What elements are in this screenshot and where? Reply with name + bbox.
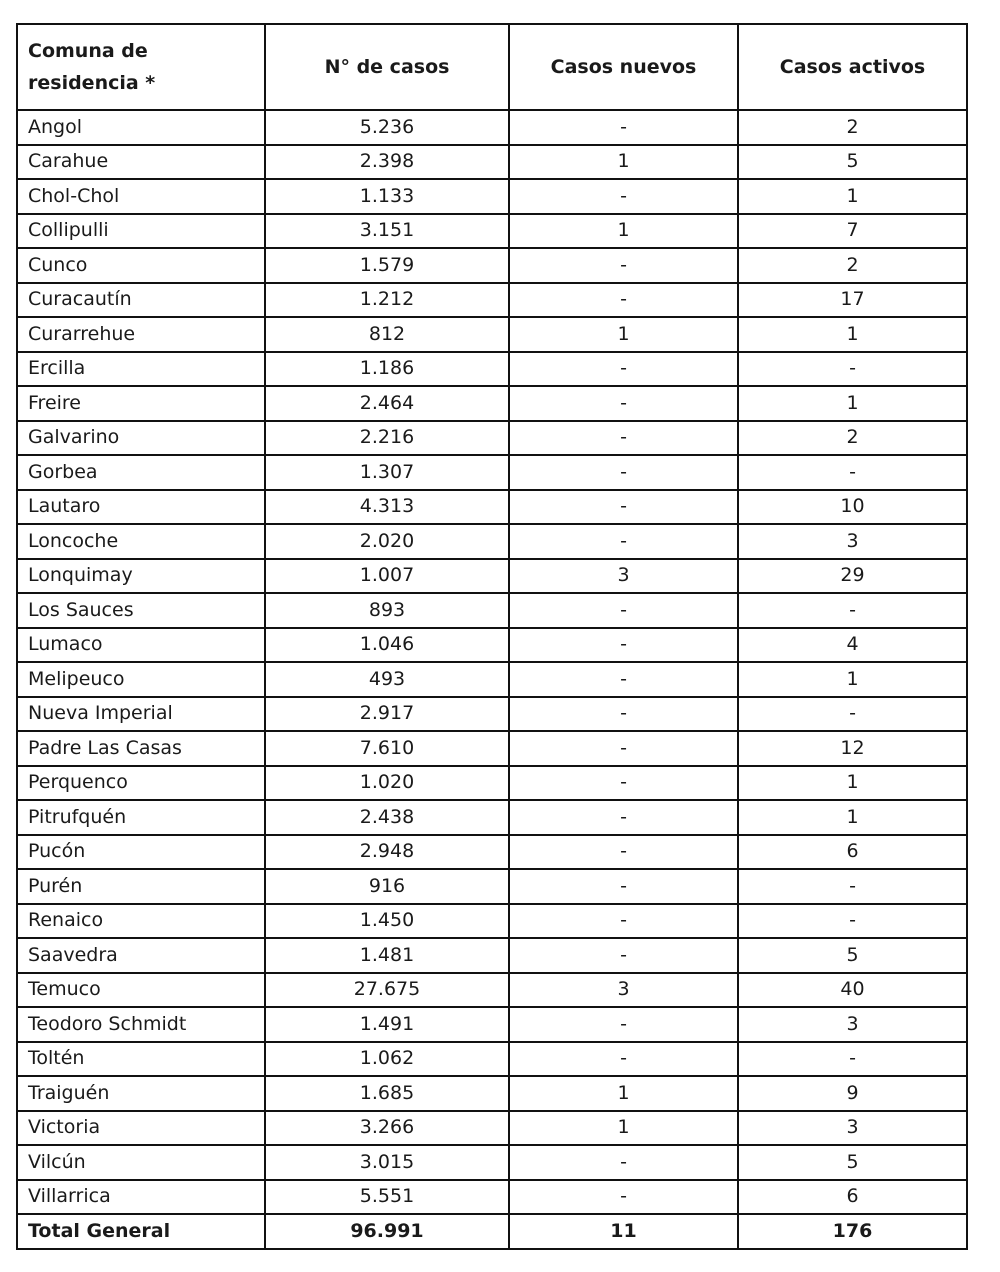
cell-casos: 1.579 [265,248,509,283]
cases-by-commune-table-container [16,23,966,1250]
cell-casos: 1.020 [265,766,509,801]
cell-activos: 29 [738,559,967,594]
table-row [17,938,967,973]
cell-comuna: Lumaco [17,628,265,663]
table-row [17,1180,967,1215]
cell-nuevos: - [509,248,738,283]
cell-comuna: Renaico [17,904,265,939]
cell-activos: 40 [738,973,967,1008]
table-row [17,455,967,490]
cell-nuevos: 3 [509,559,738,594]
cell-casos: 1.133 [265,179,509,214]
cell-casos: 1.307 [265,455,509,490]
table-row [17,421,967,456]
table-row [17,800,967,835]
cell-comuna: Cunco [17,248,265,283]
cell-activos: 6 [738,835,967,870]
cell-activos: 3 [738,1111,967,1146]
cell-casos: 1.062 [265,1042,509,1077]
table-row [17,386,967,421]
cell-activos: 5 [738,938,967,973]
cell-comuna: Toltén [17,1042,265,1077]
total-cell-comuna: Total General [17,1214,265,1249]
cell-activos: 5 [738,1145,967,1180]
cell-nuevos: - [509,662,738,697]
cell-activos: 2 [738,248,967,283]
cell-casos: 5.551 [265,1180,509,1215]
cell-activos: 2 [738,421,967,456]
cell-comuna: Curarrehue [17,317,265,352]
table-row [17,283,967,318]
cell-activos: 1 [738,386,967,421]
cell-nuevos: - [509,766,738,801]
cell-activos: 2 [738,110,967,145]
cell-nuevos: 1 [509,214,738,249]
table-row [17,697,967,732]
table-row [17,1111,967,1146]
cell-nuevos: - [509,800,738,835]
cell-nuevos: 1 [509,145,738,180]
cell-comuna: Villarrica [17,1180,265,1215]
cell-nuevos: - [509,938,738,973]
cell-nuevos: - [509,697,738,732]
cell-activos: - [738,455,967,490]
cell-casos: 2.948 [265,835,509,870]
cell-nuevos: - [509,731,738,766]
cell-activos: - [738,352,967,387]
cell-nuevos: - [509,110,738,145]
table-row [17,835,967,870]
cell-casos: 1.007 [265,559,509,594]
cell-nuevos: 1 [509,1076,738,1111]
cell-comuna: Temuco [17,973,265,1008]
cell-casos: 1.186 [265,352,509,387]
cell-comuna: Gorbea [17,455,265,490]
cell-nuevos: - [509,386,738,421]
cell-activos: 4 [738,628,967,663]
cell-activos: 3 [738,524,967,559]
cell-comuna: Curacautín [17,283,265,318]
table-row [17,524,967,559]
cell-casos: 1.491 [265,1007,509,1042]
cell-activos: 10 [738,490,967,525]
cell-activos: - [738,1042,967,1077]
cell-casos: 3.266 [265,1111,509,1146]
cell-casos: 893 [265,593,509,628]
cell-casos: 2.464 [265,386,509,421]
cell-casos: 27.675 [265,973,509,1008]
table-row [17,248,967,283]
cell-comuna: Saavedra [17,938,265,973]
cell-nuevos: - [509,1145,738,1180]
cell-comuna: Galvarino [17,421,265,456]
cell-nuevos: 3 [509,973,738,1008]
cell-casos: 1.212 [265,283,509,318]
cell-activos: 1 [738,800,967,835]
cell-nuevos: - [509,1180,738,1215]
cell-nuevos: - [509,904,738,939]
cell-casos: 1.481 [265,938,509,973]
cell-casos: 3.015 [265,1145,509,1180]
cell-casos: 3.151 [265,214,509,249]
cell-comuna: Loncoche [17,524,265,559]
cell-nuevos: - [509,352,738,387]
cell-casos: 1.046 [265,628,509,663]
cell-comuna: Perquenco [17,766,265,801]
table-row [17,352,967,387]
cell-comuna: Pitrufquén [17,800,265,835]
table-row [17,593,967,628]
cell-casos: 2.398 [265,145,509,180]
cell-nuevos: 1 [509,1111,738,1146]
cell-activos: 17 [738,283,967,318]
cell-activos: - [738,697,967,732]
cell-activos: - [738,593,967,628]
cell-comuna: Pucón [17,835,265,870]
total-cell-nuevos: 11 [509,1214,738,1249]
cell-casos: 4.313 [265,490,509,525]
cell-nuevos: - [509,179,738,214]
cell-comuna: Chol-Chol [17,179,265,214]
cell-comuna: Padre Las Casas [17,731,265,766]
cell-nuevos: 1 [509,317,738,352]
total-cell-casos: 96.991 [265,1214,509,1249]
table-row [17,317,967,352]
cell-comuna: Ercilla [17,352,265,387]
cell-activos: 3 [738,1007,967,1042]
total-cell-activos: 176 [738,1214,967,1249]
cell-nuevos: - [509,593,738,628]
cell-activos: 5 [738,145,967,180]
cell-casos: 2.216 [265,421,509,456]
cell-activos: - [738,904,967,939]
cell-comuna: Lautaro [17,490,265,525]
cell-nuevos: - [509,524,738,559]
header-row [17,24,967,110]
cell-activos: 6 [738,1180,967,1215]
cell-comuna: Angol [17,110,265,145]
cell-activos: 1 [738,317,967,352]
cell-comuna: Freire [17,386,265,421]
cell-comuna: Teodoro Schmidt [17,1007,265,1042]
table-row [17,1076,967,1111]
cell-nuevos: - [509,1007,738,1042]
cell-comuna: Victoria [17,1111,265,1146]
table-row [17,559,967,594]
table-row [17,110,967,145]
total-row [17,1214,967,1249]
cases-by-commune-table [16,23,968,1250]
cell-nuevos: - [509,490,738,525]
table-row [17,214,967,249]
cell-nuevos: - [509,455,738,490]
table-row [17,973,967,1008]
cell-activos: 12 [738,731,967,766]
cell-activos: 7 [738,214,967,249]
header-comuna: Comuna de residencia * [17,24,265,110]
table-row [17,904,967,939]
cell-comuna: Lonquimay [17,559,265,594]
cell-casos: 1.450 [265,904,509,939]
cell-nuevos: - [509,1042,738,1077]
cell-nuevos: - [509,835,738,870]
table-row [17,869,967,904]
header-activos: Casos activos [738,24,967,110]
cell-activos: 1 [738,179,967,214]
cell-casos: 916 [265,869,509,904]
cell-casos: 2.438 [265,800,509,835]
cell-casos: 1.685 [265,1076,509,1111]
cell-nuevos: - [509,421,738,456]
cell-comuna: Purén [17,869,265,904]
cell-casos: 2.917 [265,697,509,732]
table-row [17,628,967,663]
cell-activos: 9 [738,1076,967,1111]
cell-activos: 1 [738,766,967,801]
cell-casos: 493 [265,662,509,697]
cell-comuna: Los Sauces [17,593,265,628]
cell-comuna: Vilcún [17,1145,265,1180]
cell-comuna: Nueva Imperial [17,697,265,732]
cell-nuevos: - [509,628,738,663]
cell-casos: 5.236 [265,110,509,145]
table-row [17,731,967,766]
cell-activos: - [738,869,967,904]
cell-comuna: Melipeuco [17,662,265,697]
table-row [17,490,967,525]
header-nuevos: Casos nuevos [509,24,738,110]
table-row [17,1042,967,1077]
cell-comuna: Carahue [17,145,265,180]
table-row [17,145,967,180]
table-row [17,766,967,801]
cell-nuevos: - [509,283,738,318]
cell-activos: 1 [738,662,967,697]
header-casos: N° de casos [265,24,509,110]
table-body [17,110,967,1249]
cell-casos: 2.020 [265,524,509,559]
cell-comuna: Traiguén [17,1076,265,1111]
cell-comuna: Collipulli [17,214,265,249]
cell-nuevos: - [509,869,738,904]
table-row [17,1007,967,1042]
table-row [17,1145,967,1180]
table-row [17,179,967,214]
cell-casos: 812 [265,317,509,352]
cell-casos: 7.610 [265,731,509,766]
table-row [17,662,967,697]
